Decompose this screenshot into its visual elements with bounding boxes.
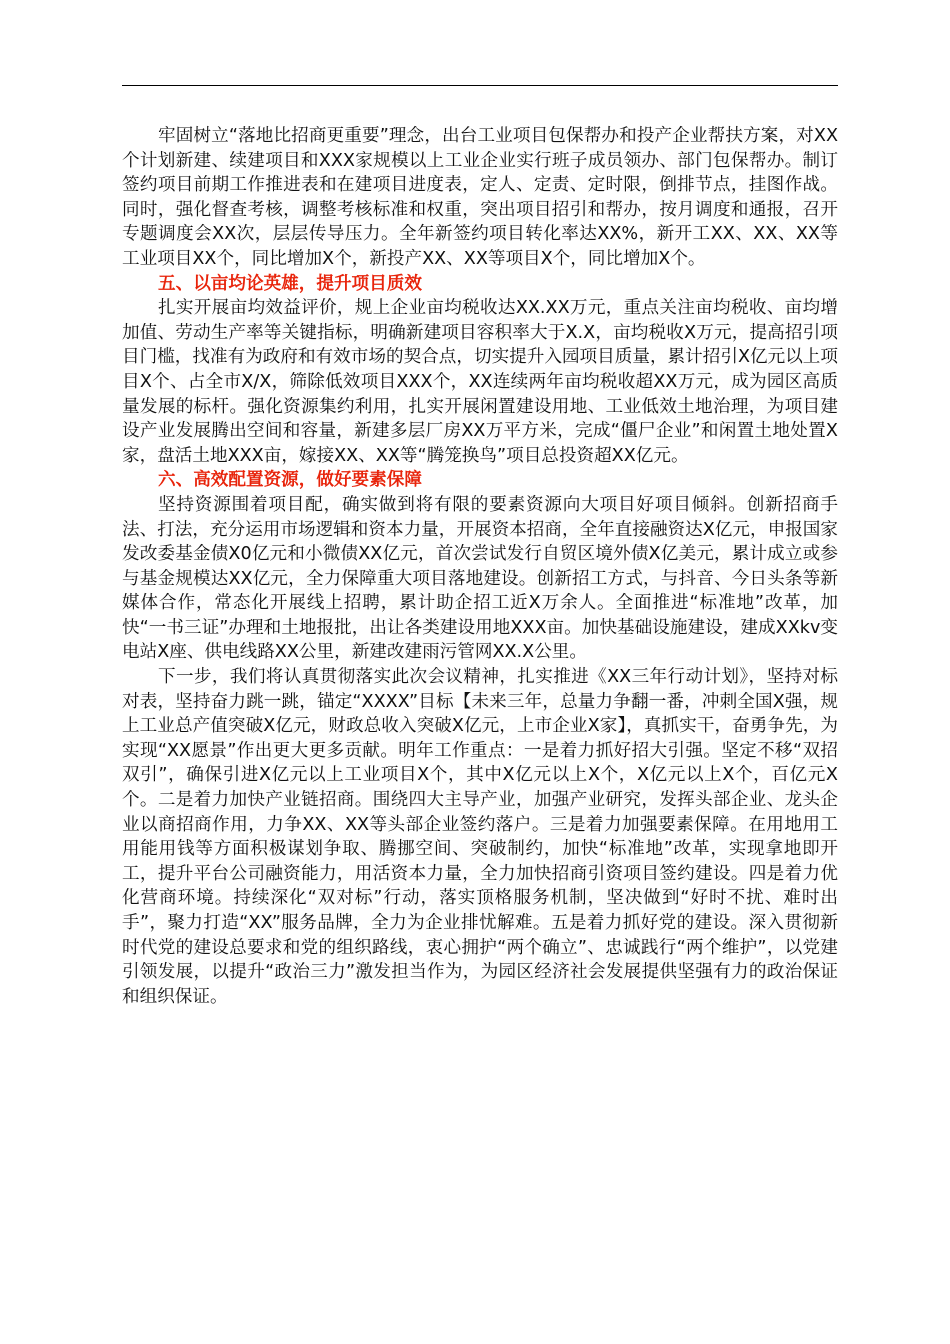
body-paragraph: 下一步，我们将认真贯彻落实此次会议精神，扎实推进《XX三年行动计划》，坚持对标对表，坚持奋力跳一跳，锚定“XXXX”目标【未来三年，总量力争翻一番，冲刺全国X强，规上工业总产值突破X亿元，财政总收入突破X亿元，上市企业X家】，真抓实干，奋勇争先，为实现“XX愿景”作出更大更多贡献。明年工作重点：一是着力抓好招大引强。坚定不移“双招双引”，确保引进X亿元以上工业项目X个，其中X亿元以上X个，X亿元以上X个，百亿元X个。二是着力加快产业链招商。围绕四大主导产业，加强产业研究，发挥头部企业、龙头企业以商招商作用，力争XX、XX等头部企业签约落户。三是着力加强要素保障。在用地用工用能用钱等方面积极谋划争取、腾挪空间、突破制约，加快“标准地”改革，实现拿地即开工，提升平台公司融资能力，用活资本力量，全力加快招商引资项目签约建设。四是着力优化营商环境。持续深化“双对标”行动，落实顶格服务机制，坚决做到“好时不扰、难时出手”，聚力打造“XX”服务品牌，全力为企业排忧解难。五是着力抓好党的建设。深入贯彻新时代党的建设总要求和党的组织路线，衷心拥护“两个确立”、忠诚践行“两个维护”，以党建引领发展，以提升“政治三力”激发担当作为，为园区经济社会发展提供坚强有力的政治保证和组织保证。 xyxy=(122,667,838,1007)
section-heading-6: 六、高效配置资源，做好要素保障 xyxy=(158,470,422,491)
section-heading-5: 五、以亩均论英雄，提升项目质效 xyxy=(158,273,422,294)
body-paragraph: 扎实开展亩均效益评价，规上企业亩均税收达XX.XX万元，重点关注亩均税收、亩均增加值、劳动生产率等关键指标，明确新建项目容积率大于X.X，亩均税收X万元，提高招引项目门槛，找准有为政府和有效市场的契合点，切实提升入园项目质量，累计招引X亿元以上项目X个、占全市X/X，筛除低效项目XXX个，XX连续两年亩均税收超XX万元，成为园区高质量发展的标杆。强化资源集约利用，扎实开展闲置建设用地、工业低效土地治理，为项目建设产业发展腾出空间和容量，新建多层厂房XX万平方米，完成“僵尸企业”和闲置土地处置X家，盘活土地XXX亩，嫁接XX、XX等“腾笼换鸟”项目总投资超XX亿元。 xyxy=(122,298,838,466)
header-rule xyxy=(122,85,838,86)
document-body xyxy=(122,124,838,1009)
body-paragraph: 牢固树立“落地比招商更重要”理念，出台工业项目包保帮办和投产企业帮扶方案，对XX个计划新建、续建项目和XXX家规模以上工业企业实行班子成员领办、部门包保帮办。制订签约项目前期工作推进表和在建项目进度表，定人、定责、定时限，倒排节点，挂图作战。同时，强化督查考核，调整考核标准和权重，突出项目招引和帮办，按月调度和通报，召开专题调度会XX次，层层传导压力。全年新签约项目转化率达XX%，新开工XX、XX、XX等工业项目XX个，同比增加X个，新投产XX、XX等项目X个，同比增加X个。 xyxy=(122,126,838,269)
body-paragraph: 坚持资源围着项目配，确实做到将有限的要素资源向大项目好项目倾斜。创新招商手法、打法，充分运用市场逻辑和资本力量，开展资本招商，全年直接融资达X亿元，申报国家发改委基金债X0亿元和小微债XX亿元，首次尝试发行自贸区境外债X亿美元，累计成立或参与基金规模达XX亿元，全力保障重大项目落地建设。创新招工方式，与抖音、今日头条等新媒体合作，常态化开展线上招聘，累计助企招工近X万余人。全面推进“标准地”改革，加快“一书三证”办理和土地报批，出让各类建设用地XXX亩。加快基础设施建设，建成XXkv变电站X座、供电线路XX公里，新建改建雨污管网XX.X公里。 xyxy=(122,494,838,663)
